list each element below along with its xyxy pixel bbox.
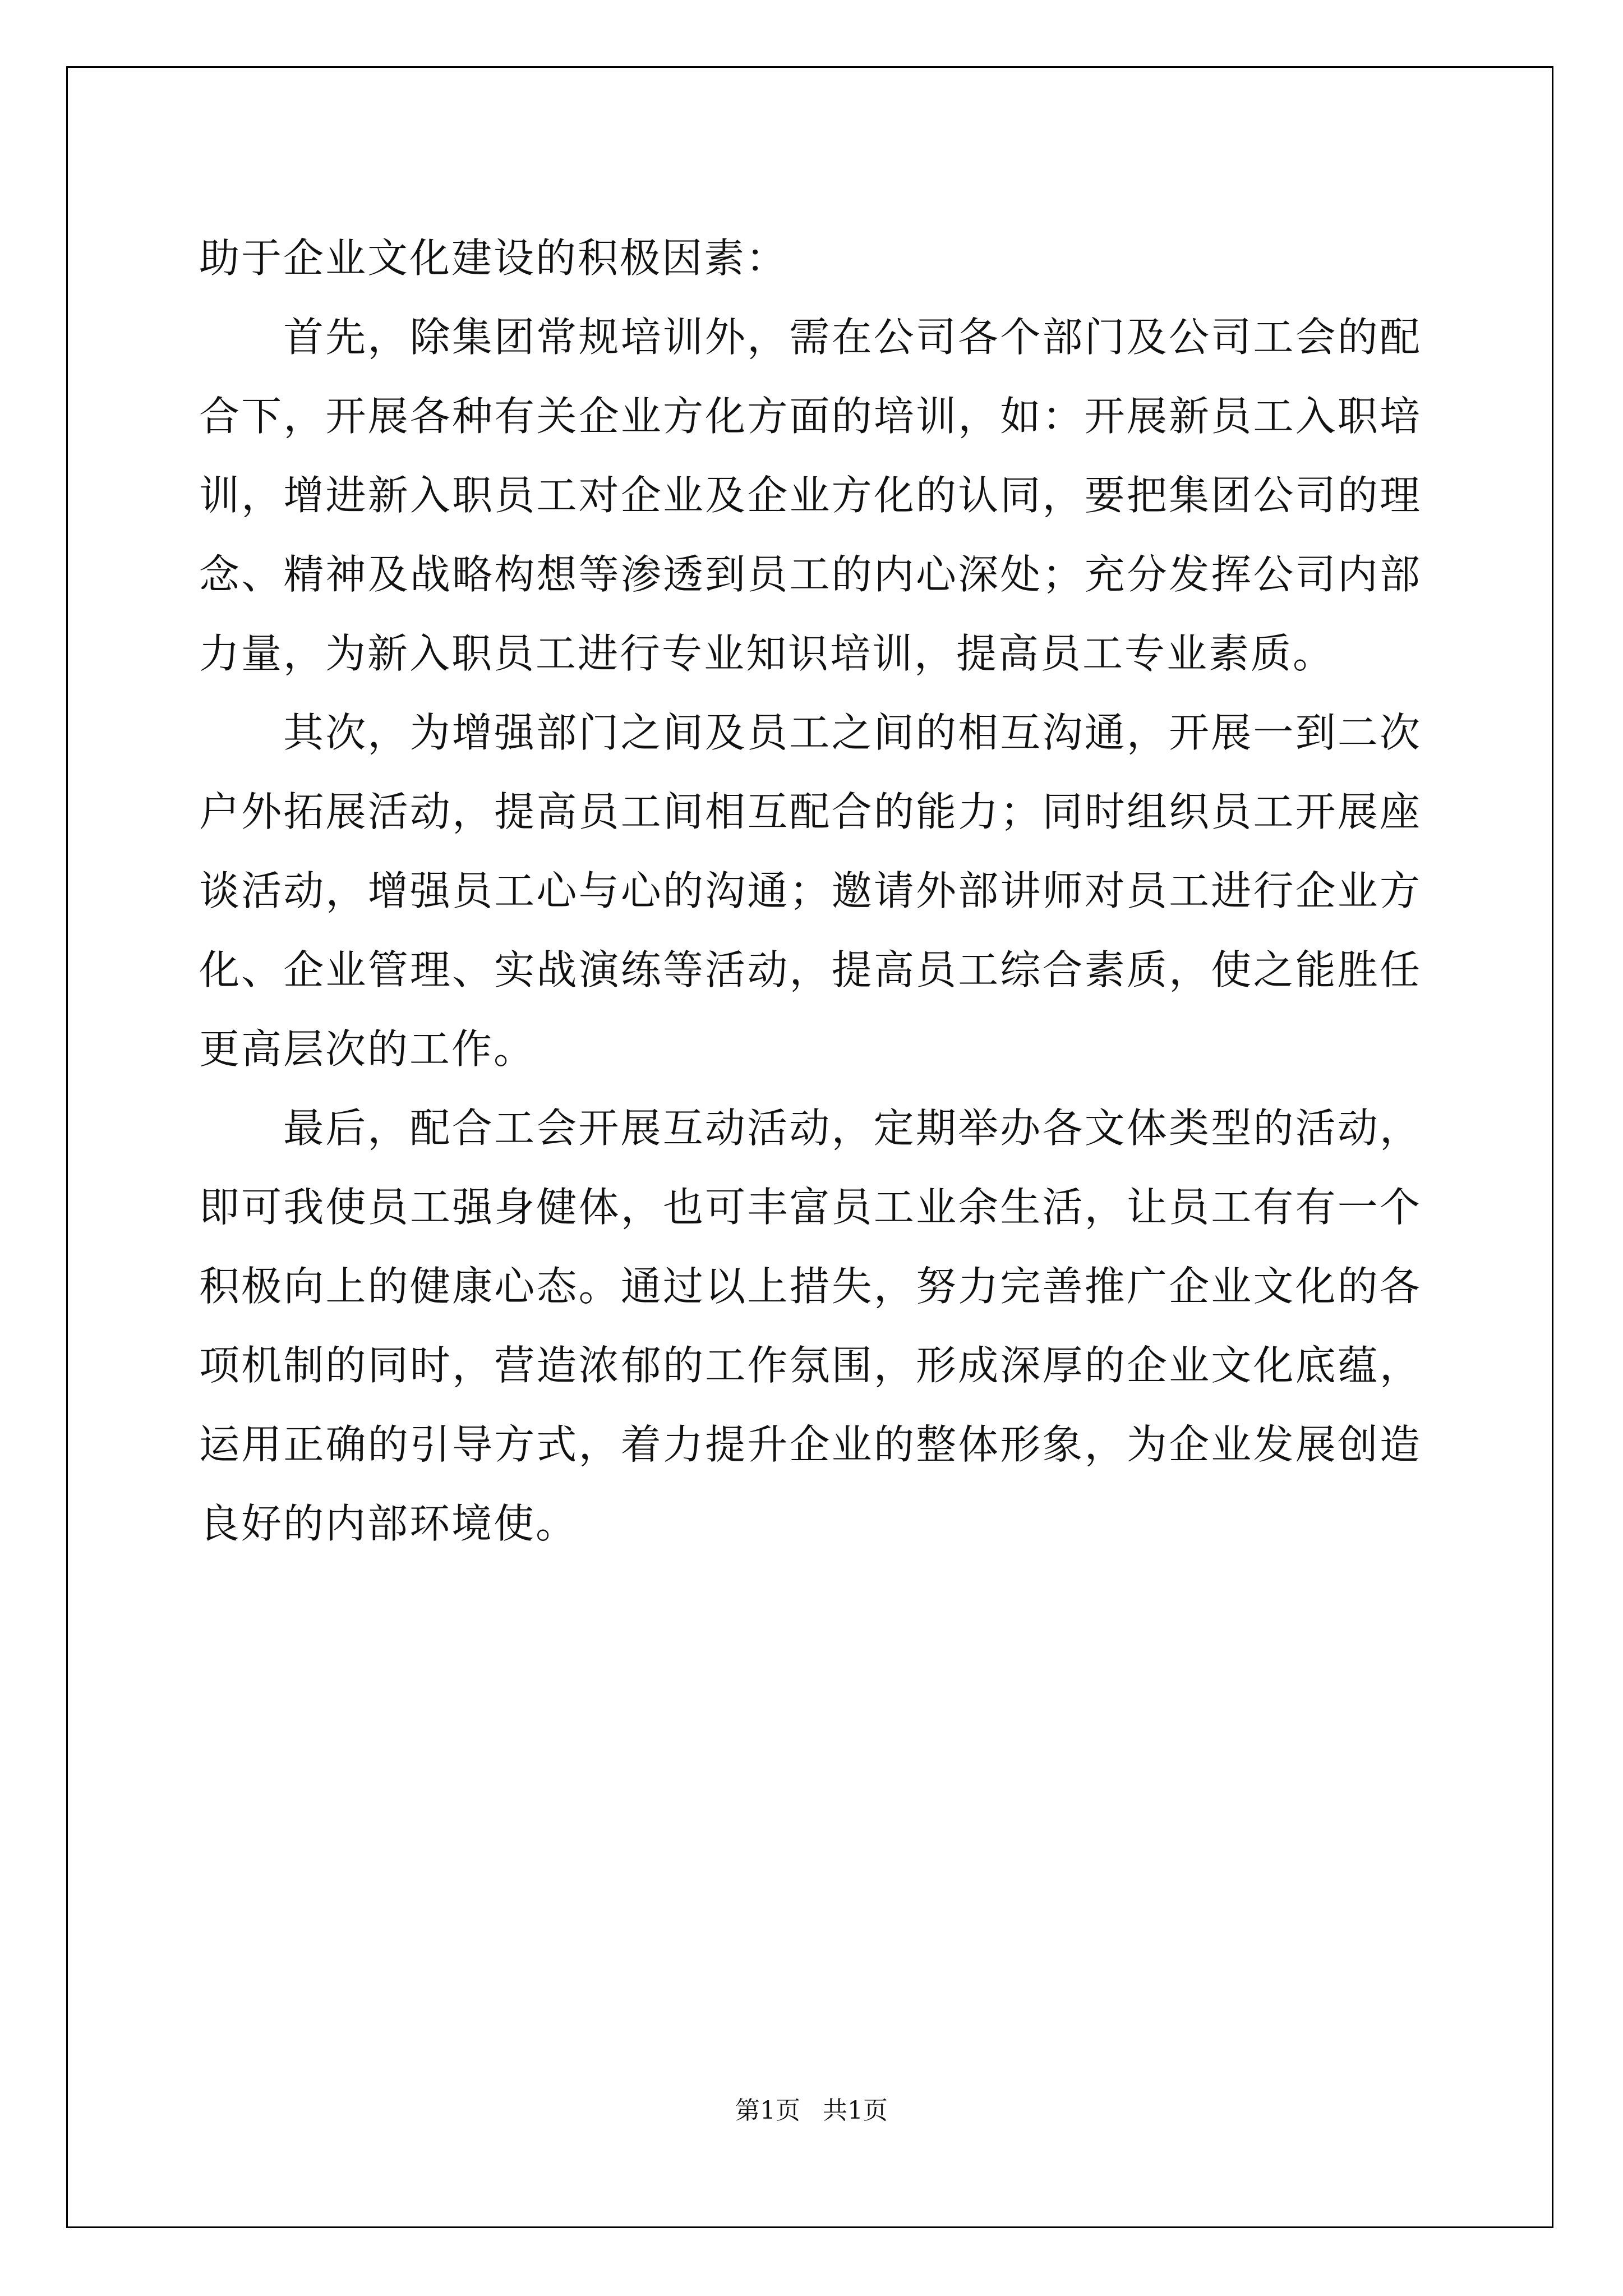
page-number-total: 共1页: [823, 2096, 888, 2125]
document-body: [199, 219, 1422, 1563]
paragraph-4: 最后，配合工会开展互动活动，定期举办各文体类型的活动，即可我使员工强身健体，也可丰富员工业余生活，让员工有有一个积极向上的健康心态。通过以上措失，努力完善推广企业文化的各项机制的同时，营造浓郁的工作氛围，形成深厚的企业文化底蕴，运用正确的引导方式，着力提升企业的整体形象，为企业发展创造良好的内部环境使。: [199, 1105, 1422, 1547]
page-number-current: 第1页: [735, 2096, 800, 2125]
paragraph-1: 助于企业文化建设的积极因素：: [199, 234, 789, 282]
page-footer: [0, 2090, 1623, 2126]
paragraph-3: 其次，为增强部门之间及员工之间的相互沟通，开展一到二次户外拓展活动，提高员工间相互配合的能力；同时组织员工开展座谈活动，增强员工心与心的沟通；邀请外部讲师对员工进行企业方化、企业管理、实战演练等活动，提高员工综合素质，使之能胜任更高层次的工作。: [199, 709, 1422, 1073]
paragraph-2: 首先，除集团常规培训外，需在公司各个部门及公司工会的配合下，开展各种有关企业方化方面的培训，如：开展新员工入职培训，增进新入职员工对企业及企业方化的认同，要把集团公司的理念、精神及战略构想等渗透到员工的内心深处；充分发挥公司内部力量，为新入职员工进行专业知识培训，提高员工专业素质。: [199, 314, 1422, 677]
